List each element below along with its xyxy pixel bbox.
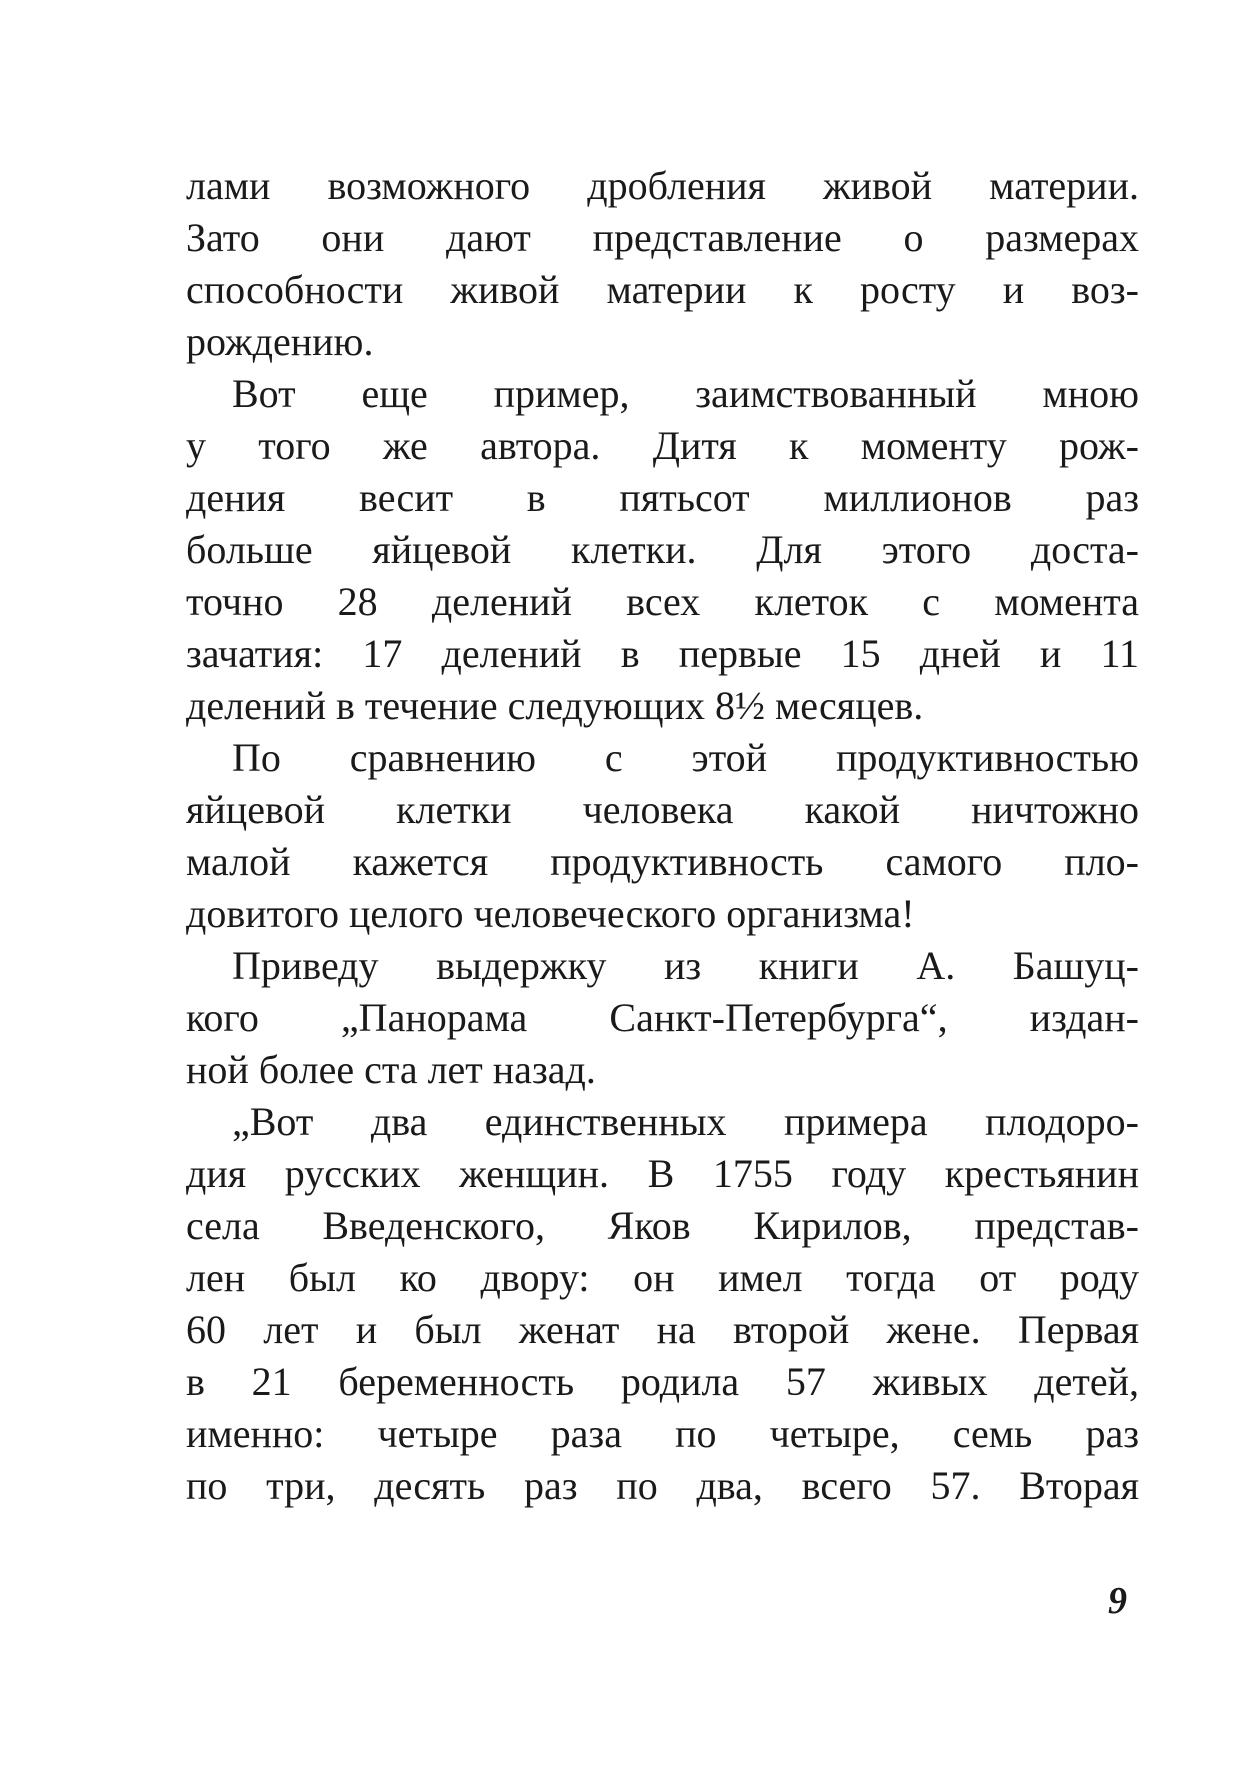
text-line: по три, десять раз по два, всего 57. Вторая xyxy=(186,1463,1139,1508)
text-line: способности живой материи к росту и воз- xyxy=(186,267,1139,312)
text-line: рождению. xyxy=(186,319,374,364)
text-line: лами возможного дробления живой материи. xyxy=(186,163,1139,208)
text-line: делений в течение следующих 8½ месяцев. xyxy=(186,683,924,728)
text-line: в 21 беременность родила 57 живых детей, xyxy=(186,1359,1139,1404)
text-line: именно: четыре раза по четыре, семь раз xyxy=(186,1411,1139,1456)
text-line: малой кажется продуктивность самого пло- xyxy=(186,839,1139,884)
text-line: ной более ста лет назад. xyxy=(186,1047,596,1092)
text-line: кого „Панорама Санкт-Петербурга“, издан- xyxy=(186,995,1139,1040)
text-line: яйцевой клетки человека какой ничтожно xyxy=(186,787,1139,832)
text-line: зачатия: 17 делений в первые 15 дней и 11 xyxy=(186,631,1139,676)
text-line: больше яйцевой клетки. Для этого доста- xyxy=(186,527,1139,572)
body-text xyxy=(186,160,1139,1512)
text-line: села Введенского, Яков Кирилов, представ- xyxy=(186,1203,1139,1248)
paragraph-first-line: По сравнению с этой продуктивностью xyxy=(232,735,1139,780)
text-line: дения весит в пятьсот миллионов раз xyxy=(186,475,1139,520)
page-number: 9 xyxy=(1108,1580,1127,1622)
paragraph-first-line: „Вот два единственных примера плодоро- xyxy=(232,1099,1139,1144)
paragraph-first-line: Вот еще пример, заимствованный мною xyxy=(232,371,1139,416)
text-line: Зато они дают представление о размерах xyxy=(186,215,1139,260)
paragraph-first-line: Приведу выдержку из книги А. Башуц- xyxy=(232,943,1139,988)
text-line: дия русских женщин. В 1755 году крестьянин xyxy=(186,1151,1139,1196)
text-line: лен был ко двору: он имел тогда от роду xyxy=(186,1255,1139,1300)
text-line: у того же автора. Дитя к моменту рож- xyxy=(186,423,1139,468)
text-line: 60 лет и был женат на второй жене. Первая xyxy=(186,1307,1139,1352)
text-line: точно 28 делений всех клеток с момента xyxy=(186,579,1139,624)
text-line: довитого целого человеческого организма! xyxy=(186,891,915,936)
